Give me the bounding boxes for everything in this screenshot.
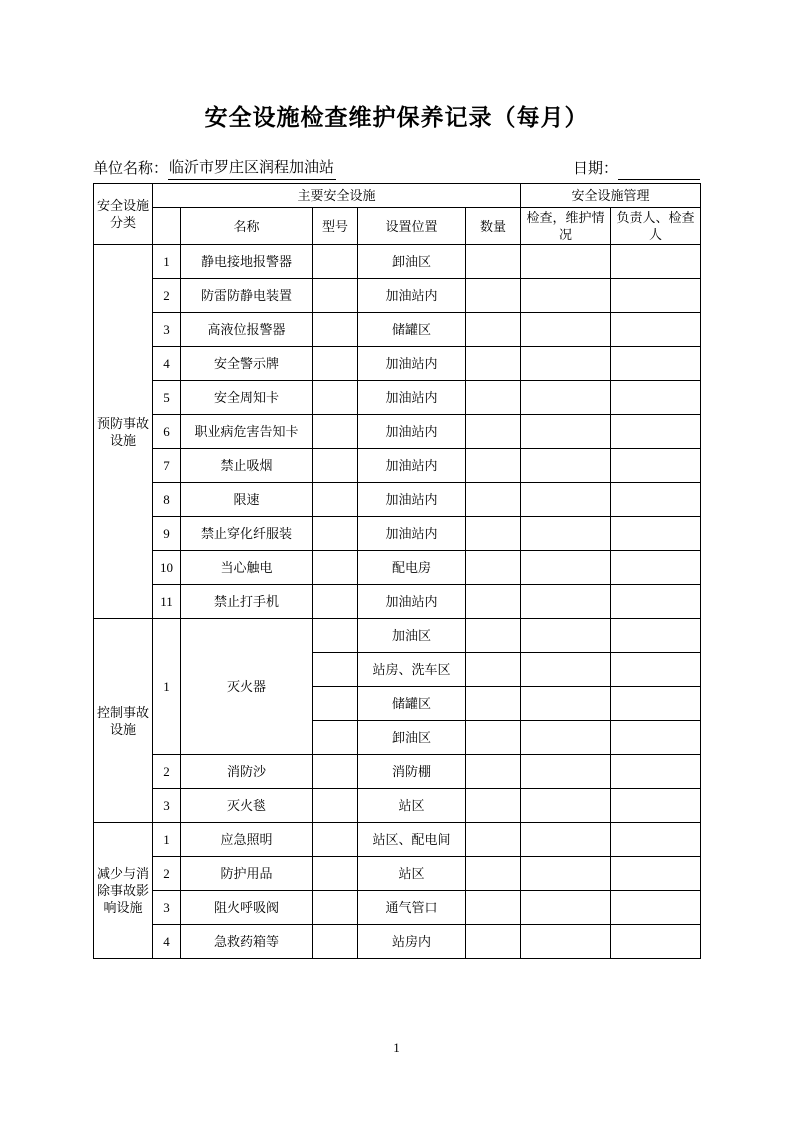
unit-name-value: 临沂市罗庄区润程加油站: [168, 158, 336, 180]
date-blank-line: [618, 160, 700, 180]
table-row: [94, 891, 701, 925]
facility-name-cell: 禁止穿化纤服装: [181, 517, 313, 551]
model-column-header: 型号: [313, 208, 358, 245]
table-row: [94, 415, 701, 449]
row-number-cell: 2: [153, 857, 181, 891]
facility-name-cell: 急救药箱等: [181, 925, 313, 959]
check-maintain-cell: [521, 313, 611, 347]
category-column-header: 安全设施分类: [94, 184, 153, 245]
check-maintain-cell: [521, 925, 611, 959]
table-row: [94, 925, 701, 959]
table-row: [94, 313, 701, 347]
check-maintain-cell: [521, 449, 611, 483]
model-cell: [313, 279, 358, 313]
responsible-cell: [611, 755, 701, 789]
quantity-cell: [466, 619, 521, 653]
quantity-cell: [466, 279, 521, 313]
check-maintain-cell: [521, 755, 611, 789]
location-cell: 储罐区: [358, 687, 466, 721]
location-cell: 卸油区: [358, 721, 466, 755]
row-number-cell: 4: [153, 347, 181, 381]
responsible-cell: [611, 279, 701, 313]
model-cell: [313, 483, 358, 517]
row-number-cell: 3: [153, 313, 181, 347]
responsible-cell: [611, 857, 701, 891]
responsible-cell: [611, 823, 701, 857]
facility-name-cell: 安全警示牌: [181, 347, 313, 381]
check-maintain-cell: [521, 789, 611, 823]
table-row: [94, 279, 701, 313]
quantity-cell: [466, 517, 521, 551]
name-column-header: 名称: [181, 208, 313, 245]
table-row: [94, 483, 701, 517]
responsible-column-header: 负责人、检查人: [611, 208, 701, 245]
location-cell: 加油站内: [358, 483, 466, 517]
location-cell: 卸油区: [358, 245, 466, 279]
model-cell: [313, 755, 358, 789]
check-maintain-cell: [521, 857, 611, 891]
quantity-cell: [466, 483, 521, 517]
table-row: [94, 755, 701, 789]
check-maintain-cell: [521, 721, 611, 755]
location-cell: 站区、配电间: [358, 823, 466, 857]
responsible-cell: [611, 483, 701, 517]
table-row: [94, 619, 701, 653]
row-number-cell: 11: [153, 585, 181, 619]
facility-name-cell: 安全周知卡: [181, 381, 313, 415]
check-maintain-cell: [521, 381, 611, 415]
responsible-cell: [611, 721, 701, 755]
responsible-cell: [611, 347, 701, 381]
location-cell: 加油站内: [358, 517, 466, 551]
check-maintain-column-header: 检查，维护情况: [521, 208, 611, 245]
check-maintain-cell: [521, 415, 611, 449]
location-cell: 加油站内: [358, 279, 466, 313]
location-cell: 加油站内: [358, 449, 466, 483]
row-number-cell: 8: [153, 483, 181, 517]
table-row: [94, 789, 701, 823]
table-row: [94, 347, 701, 381]
safety-facilities-table: [93, 183, 701, 959]
quantity-cell: [466, 857, 521, 891]
row-number-cell: 1: [153, 619, 181, 755]
table-row: [94, 585, 701, 619]
check-maintain-cell: [521, 517, 611, 551]
row-number-cell: 7: [153, 449, 181, 483]
table-row: [94, 517, 701, 551]
page-title: 安全设施检查维护保养记录（每月）: [204, 104, 589, 130]
responsible-cell: [611, 789, 701, 823]
location-cell: 配电房: [358, 551, 466, 585]
table-row: [94, 857, 701, 891]
facility-name-cell: 高液位报警器: [181, 313, 313, 347]
location-cell: 储罐区: [358, 313, 466, 347]
quantity-cell: [466, 381, 521, 415]
model-cell: [313, 789, 358, 823]
quantity-cell: [466, 585, 521, 619]
check-maintain-cell: [521, 551, 611, 585]
row-number-cell: 3: [153, 891, 181, 925]
facility-name-cell: 消防沙: [181, 755, 313, 789]
model-cell: [313, 517, 358, 551]
unit-name-label: 单位名称：: [93, 161, 169, 177]
serial-column-header: [153, 208, 181, 245]
responsible-cell: [611, 619, 701, 653]
location-cell: 加油站内: [358, 585, 466, 619]
check-maintain-cell: [521, 653, 611, 687]
responsible-cell: [611, 687, 701, 721]
quantity-cell: [466, 347, 521, 381]
location-cell: 站区: [358, 857, 466, 891]
responsible-cell: [611, 449, 701, 483]
responsible-cell: [611, 415, 701, 449]
row-number-cell: 2: [153, 279, 181, 313]
responsible-cell: [611, 313, 701, 347]
table-row: [94, 551, 701, 585]
responsible-cell: [611, 245, 701, 279]
check-maintain-cell: [521, 245, 611, 279]
facility-name-cell: 灭火毯: [181, 789, 313, 823]
category-cell: 减少与消除事故影响设施: [94, 823, 153, 959]
model-cell: [313, 381, 358, 415]
responsible-cell: [611, 925, 701, 959]
meta-line: [93, 158, 700, 180]
model-cell: [313, 891, 358, 925]
quantity-cell: [466, 721, 521, 755]
row-number-cell: 5: [153, 381, 181, 415]
main-facilities-group-header: 主要安全设施: [153, 184, 521, 208]
category-cell: 预防事故设施: [94, 245, 153, 619]
location-cell: 加油站内: [358, 415, 466, 449]
facility-name-cell: 职业病危害告知卡: [181, 415, 313, 449]
responsible-cell: [611, 517, 701, 551]
model-cell: [313, 721, 358, 755]
check-maintain-cell: [521, 483, 611, 517]
check-maintain-cell: [521, 347, 611, 381]
quantity-cell: [466, 925, 521, 959]
facility-name-cell: 当心触电: [181, 551, 313, 585]
responsible-cell: [611, 551, 701, 585]
quantity-cell: [466, 313, 521, 347]
responsible-cell: [611, 891, 701, 925]
location-cell: 消防棚: [358, 755, 466, 789]
date-label: 日期：: [572, 161, 618, 177]
facility-name-cell: 灭火器: [181, 619, 313, 755]
table-header-row-1: [94, 184, 701, 208]
model-cell: [313, 449, 358, 483]
model-cell: [313, 347, 358, 381]
location-cell: 加油站内: [358, 347, 466, 381]
model-cell: [313, 313, 358, 347]
table-body: [94, 245, 701, 959]
location-cell: 加油区: [358, 619, 466, 653]
quantity-cell: [466, 823, 521, 857]
check-maintain-cell: [521, 823, 611, 857]
location-cell: 站区: [358, 789, 466, 823]
quantity-cell: [466, 653, 521, 687]
facility-name-cell: 限速: [181, 483, 313, 517]
row-number-cell: 10: [153, 551, 181, 585]
facility-name-cell: 禁止打手机: [181, 585, 313, 619]
check-maintain-cell: [521, 687, 611, 721]
table-row: [94, 245, 701, 279]
check-maintain-cell: [521, 891, 611, 925]
facility-name-cell: 防雷防静电装置: [181, 279, 313, 313]
location-cell: 站房内: [358, 925, 466, 959]
responsible-cell: [611, 381, 701, 415]
quantity-cell: [466, 551, 521, 585]
model-cell: [313, 687, 358, 721]
facilities-management-group-header: 安全设施管理: [521, 184, 701, 208]
table-row: [94, 381, 701, 415]
date-group: [573, 159, 700, 180]
row-number-cell: 3: [153, 789, 181, 823]
table-header-row-2: [94, 208, 701, 245]
row-number-cell: 2: [153, 755, 181, 789]
table-row: [94, 449, 701, 483]
quantity-cell: [466, 687, 521, 721]
model-cell: [313, 857, 358, 891]
page-number: 1: [393, 1040, 400, 1055]
location-cell: 通气管口: [358, 891, 466, 925]
responsible-cell: [611, 653, 701, 687]
model-cell: [313, 653, 358, 687]
model-cell: [313, 619, 358, 653]
model-cell: [313, 245, 358, 279]
quantity-cell: [466, 891, 521, 925]
quantity-cell: [466, 755, 521, 789]
quantity-cell: [466, 789, 521, 823]
row-number-cell: 1: [153, 823, 181, 857]
row-number-cell: 4: [153, 925, 181, 959]
model-cell: [313, 823, 358, 857]
row-number-cell: 6: [153, 415, 181, 449]
facility-name-cell: 应急照明: [181, 823, 313, 857]
quantity-cell: [466, 449, 521, 483]
row-number-cell: 1: [153, 245, 181, 279]
check-maintain-cell: [521, 619, 611, 653]
table-row: [94, 823, 701, 857]
facility-name-cell: 禁止吸烟: [181, 449, 313, 483]
location-cell: 加油站内: [358, 381, 466, 415]
location-cell: 站房、洗车区: [358, 653, 466, 687]
model-cell: [313, 925, 358, 959]
responsible-cell: [611, 585, 701, 619]
model-cell: [313, 551, 358, 585]
facility-name-cell: 静电接地报警器: [181, 245, 313, 279]
category-cell: 控制事故设施: [94, 619, 153, 823]
quantity-column-header: 数量: [466, 208, 521, 245]
check-maintain-cell: [521, 585, 611, 619]
facility-name-cell: 防护用品: [181, 857, 313, 891]
quantity-cell: [466, 245, 521, 279]
model-cell: [313, 415, 358, 449]
facility-name-cell: 阻火呼吸阀: [181, 891, 313, 925]
model-cell: [313, 585, 358, 619]
check-maintain-cell: [521, 279, 611, 313]
row-number-cell: 9: [153, 517, 181, 551]
location-column-header: 设置位置: [358, 208, 466, 245]
quantity-cell: [466, 415, 521, 449]
